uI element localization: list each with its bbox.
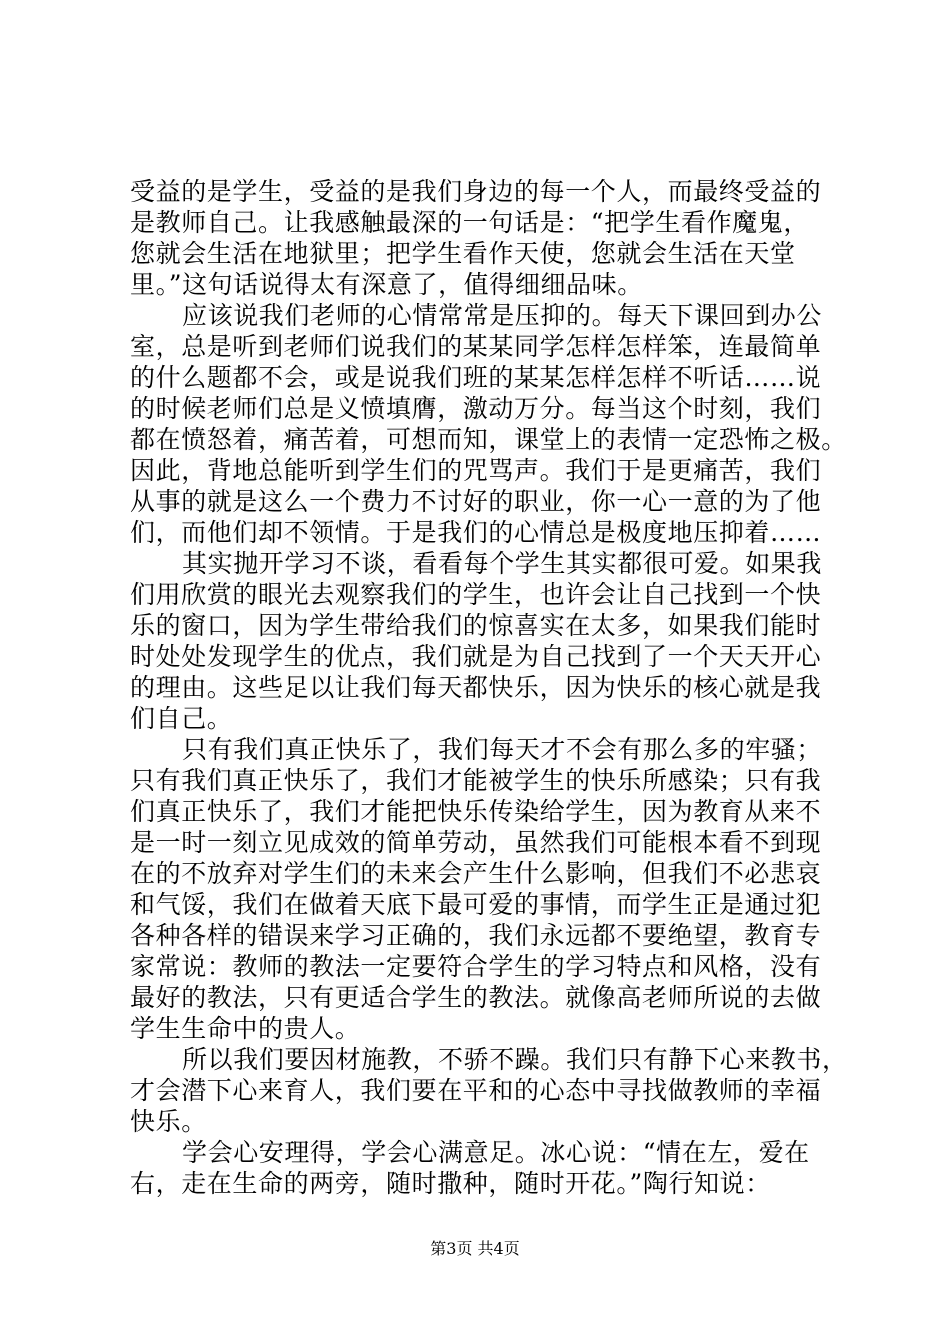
text-line: 的什么题都不会，或是说我们班的某某怎样怎样不听话……说 <box>130 363 822 392</box>
text-line: 您就会生活在地狱里；把学生看作天使，您就会生活在天堂 <box>130 239 796 268</box>
text-line: 各种各样的错误来学习正确的，我们永远都不要绝望，教育专 <box>130 921 822 950</box>
text-line: 从事的就是这么一个费力不讨好的职业，你一心一意的为了他 <box>130 487 822 516</box>
document-body <box>130 176 848 1199</box>
text-line: 们真正快乐了，我们才能把快乐传染给学生，因为教育从来不 <box>130 797 822 826</box>
text-line: 家常说：教师的教法一定要符合学生的学习特点和风格，没有 <box>130 952 822 981</box>
text-line: 的理由。这些足以让我们每天都快乐，因为快乐的核心就是我 <box>130 673 822 702</box>
text-line: 只有我们真正快乐了，我们才能被学生的快乐所感染；只有我 <box>130 766 822 795</box>
text-line: 时处处发现学生的优点，我们就是为自己找到了一个天天开心 <box>130 642 822 671</box>
text-line: 乐的窗口，因为学生带给我们的惊喜实在太多，如果我们能时 <box>130 611 822 640</box>
text-line: 都在愤怒着，痛苦着，可想而知，课堂上的表情一定恐怖之极。 <box>130 425 847 454</box>
text-line: 是教师自己。让我感触最深的一句话是：“把学生看作魔鬼， <box>130 208 809 237</box>
text-line: 学生生命中的贵人。 <box>130 1014 361 1043</box>
paragraph-first-line: 应该说我们老师的心情常常是压抑的。每天下课回到办公 <box>182 301 823 330</box>
text-line: 们，而他们却不领情。于是我们的心情总是极度地压抑着…… <box>130 518 822 547</box>
paragraph-first-line: 所以我们要因材施教，不骄不躁。我们只有静下心来教书， <box>182 1045 848 1074</box>
text-line: 受益的是学生，受益的是我们身边的每一个人，而最终受益的 <box>130 177 822 206</box>
text-line: 们自己。 <box>130 704 233 733</box>
paragraph-first-line: 其实抛开学习不谈，看看每个学生其实都很可爱。如果我 <box>182 549 823 578</box>
text-line: 的时候老师们总是义愤填膺，激动万分。每当这个时刻，我们 <box>130 394 822 423</box>
page-footer: 第3页 共4页 <box>430 1239 520 1258</box>
text-line: 快乐。 <box>130 1107 207 1136</box>
text-line: 和气馁，我们在做着天底下最可爱的事情，而学生正是通过犯 <box>130 890 822 919</box>
text-line: 是一时一刻立见成效的简单劳动，虽然我们可能根本看不到现 <box>130 828 822 857</box>
text-line: 里。”这句话说得太有深意了，值得细细品味。 <box>130 270 643 299</box>
text-line: 室，总是听到老师们说我们的某某同学怎样怎样笨，连最简单 <box>130 332 822 361</box>
text-line: 最好的教法，只有更适合学生的教法。就像高老师所说的去做 <box>130 983 822 1012</box>
paragraph-first-line: 只有我们真正快乐了，我们每天才不会有那么多的牢骚； <box>182 735 823 764</box>
text-line: 右，走在生命的两旁，随时撒种，随时开花。”陶行知说： <box>130 1169 771 1198</box>
text-line: 才会潜下心来育人，我们要在平和的心态中寻找做教师的幸福 <box>130 1076 822 1105</box>
paragraph-first-line: 学会心安理得，学会心满意足。冰心说：“情在左，爱在 <box>182 1138 810 1167</box>
text-line: 在的不放弃对学生们的未来会产生什么影响，但我们不必悲哀 <box>130 859 822 888</box>
text-line: 们用欣赏的眼光去观察我们的学生，也许会让自己找到一个快 <box>130 580 822 609</box>
text-line: 因此，背地总能听到学生们的咒骂声。我们于是更痛苦，我们 <box>130 456 822 485</box>
